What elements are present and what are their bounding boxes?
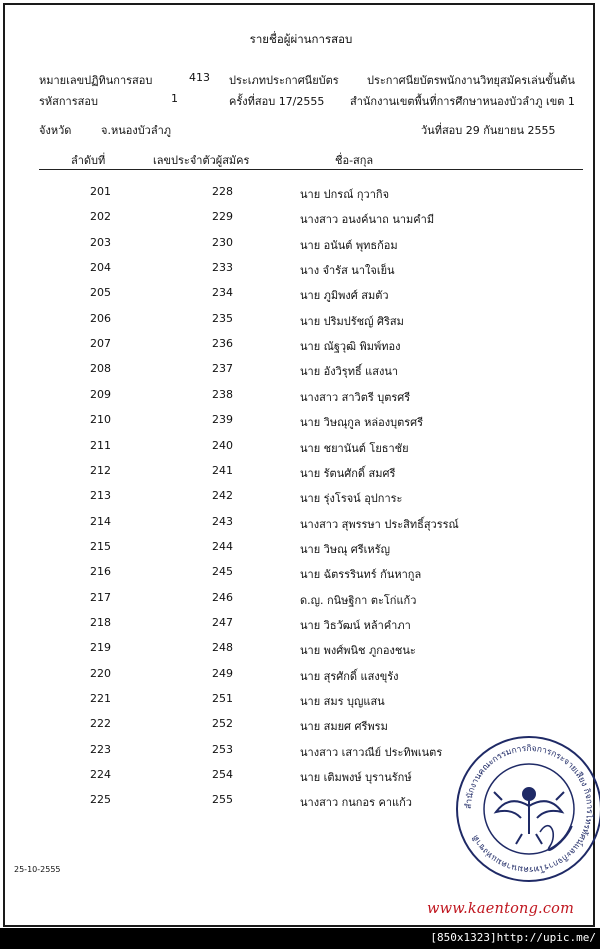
- document-page: [9, 9, 593, 925]
- candidate-name: นาย เติมพงษ์ บุรานรักษ์: [300, 771, 412, 785]
- applicant-number: 248: [212, 641, 233, 655]
- row-number: 201: [90, 185, 111, 198]
- table-row: [9, 362, 593, 382]
- exam-code-label: รหัสการสอบ: [39, 95, 98, 108]
- row-number: 222: [90, 717, 111, 731]
- applicant-number: 237: [212, 362, 233, 376]
- image-info-text: [850x1323]http://upic.me/: [430, 931, 596, 944]
- table-row: [9, 210, 593, 230]
- row-number: 223: [90, 742, 111, 756]
- applicant-number: 251: [212, 692, 233, 705]
- applicant-number: 230: [212, 235, 233, 249]
- applicant-number: 254: [212, 768, 233, 782]
- column-header-no: ลำดับที่: [71, 154, 106, 167]
- row-number: 214: [90, 514, 111, 528]
- certificate-name: ประกาศนียบัตรพนักงานวิทยุสมัครเล่นขั้นต้น: [367, 74, 575, 87]
- page-title: รายชื่อผู้ผ่านการสอบ: [249, 32, 353, 46]
- province-value: จ.หนองบัวลำภู: [101, 124, 172, 137]
- candidate-name: นาย พงศ์พนิช ภูกองชนะ: [300, 644, 416, 658]
- table-row: [9, 464, 593, 484]
- table-row: [9, 540, 593, 560]
- row-number: 205: [90, 286, 111, 300]
- exam-round: ครั้งที่สอบ 17/2555: [229, 95, 325, 108]
- watermark-url: www.kaentong.com: [427, 901, 575, 917]
- table-row: [9, 185, 593, 205]
- row-number: 203: [90, 235, 111, 249]
- signature-stroke: [540, 826, 572, 851]
- candidate-name: นาย วิษณุกูล หล่องบุตรศรี: [300, 416, 424, 430]
- applicant-number: 233: [212, 261, 233, 275]
- candidate-name: นาง จำรัส นาใจเย็น: [300, 264, 395, 278]
- row-number: 208: [90, 362, 111, 376]
- row-number: 218: [90, 615, 111, 629]
- column-header-applicant: เลขประจำตัวผู้สมัคร: [153, 154, 250, 167]
- applicant-number: 252: [212, 717, 233, 731]
- table-row: [9, 439, 593, 459]
- table-row: [9, 312, 593, 332]
- table-row: [9, 667, 593, 687]
- row-number: 220: [90, 666, 111, 680]
- candidate-name: นางสาว เสาวณีย์ ประทิพเนตร: [300, 745, 443, 759]
- candidate-name: นาย ปกรณ์ กุวากิจ: [300, 188, 390, 201]
- candidate-name: นาย รุ่งโรจน์ อุปการะ: [300, 492, 403, 506]
- applicant-number: 255: [212, 793, 233, 807]
- applicant-number: 241: [212, 463, 233, 477]
- table-row: [9, 489, 593, 509]
- row-number: 213: [90, 489, 111, 503]
- row-number: 210: [90, 413, 111, 427]
- row-number: 215: [90, 539, 111, 553]
- exam-number-label: หมายเลขปฏิทินการสอบ: [39, 74, 153, 87]
- row-number: 217: [90, 590, 111, 604]
- row-number: 216: [90, 565, 111, 579]
- candidate-name: นาย ปริมปรัชญ์ ศิริสม: [300, 314, 404, 328]
- image-info-bar: [0, 928, 600, 949]
- province-label: จังหวัด: [39, 124, 72, 137]
- candidate-name: นางสาว กนกอร คาแก้ว: [300, 796, 412, 810]
- row-number: 209: [90, 387, 111, 401]
- candidate-name: นาย ณัฐวุฒิ พิมพ์ทอง: [300, 340, 401, 354]
- candidate-name: นาย วิษณุ ศรีเหรัญ: [300, 542, 390, 556]
- row-number: 207: [90, 337, 111, 351]
- column-header-name: ชื่อ-สกุล: [335, 154, 374, 167]
- header-divider: [39, 169, 583, 170]
- candidate-name: นาย อังวิรุทธิ์ แสงนา: [300, 365, 399, 379]
- table-row: [9, 591, 593, 611]
- table-row: [9, 261, 593, 281]
- applicant-number: 246: [212, 590, 233, 604]
- applicant-number: 236: [212, 337, 233, 351]
- candidate-name: นางสาว อนงค์นาถ นามคำมี: [300, 213, 435, 227]
- document-frame: [3, 3, 595, 927]
- exam-office: สำนักงานเขตพื้นที่การศึกษาหนองบัวลำภู เขต 1: [350, 95, 575, 108]
- candidate-name: นาย สุรศักดิ์ แสงขุรัง: [300, 669, 399, 683]
- candidate-name: นาย สมยศ ศรีพรม: [300, 720, 388, 734]
- exam-number-value: 413: [189, 71, 210, 84]
- row-number: 225: [90, 793, 111, 807]
- table-row: [9, 388, 593, 408]
- certificate-type-label: ประเภทประกาศนียบัตร: [229, 74, 339, 87]
- date-code: 25-10-2555: [14, 865, 61, 874]
- applicant-number: 229: [212, 210, 233, 224]
- row-number: 224: [90, 768, 111, 782]
- applicant-number: 240: [212, 438, 233, 452]
- applicant-number: 249: [212, 666, 233, 680]
- row-number: 219: [90, 641, 111, 655]
- candidate-name: นาย ภูมิพงศ์ สมตัว: [300, 289, 389, 303]
- candidate-name: นาย อนันต์ พุทธก้อม: [300, 238, 398, 252]
- applicant-number: 245: [212, 565, 233, 579]
- candidate-name: นาย ชยานันต์ โยธาชัย: [300, 441, 409, 455]
- row-number: 202: [90, 210, 111, 224]
- applicant-number: 244: [212, 539, 233, 553]
- candidate-name: นาย สมร บุญแสน: [300, 695, 385, 708]
- applicant-number: 235: [212, 311, 233, 325]
- candidate-name: นางสาว สาวิตรี บุตรศรี: [300, 390, 411, 404]
- candidate-name: นาย ฉัตรรรินทร์ กันหากูล: [300, 568, 422, 582]
- table-row: [9, 286, 593, 306]
- exam-code-value: 1: [171, 92, 178, 105]
- row-number: 204: [90, 261, 111, 275]
- applicant-number: 253: [212, 742, 233, 756]
- table-row: [9, 413, 593, 433]
- candidate-name: นางสาว สุพรรษา ประสิทธิ์สุวรรณ์: [300, 517, 459, 531]
- table-row: [9, 616, 593, 636]
- candidate-name: ด.ญ. กนิษฐิกา ตะโก่แก้ว: [300, 593, 417, 607]
- row-number: 206: [90, 311, 111, 325]
- table-row: [9, 692, 593, 712]
- applicant-number: 238: [212, 387, 233, 401]
- applicant-number: 234: [212, 286, 233, 300]
- table-row: [9, 236, 593, 256]
- table-row: [9, 515, 593, 535]
- table-row: [9, 565, 593, 585]
- applicant-number: 239: [212, 413, 233, 427]
- applicant-number: 228: [212, 185, 233, 198]
- row-number: 212: [90, 463, 111, 477]
- exam-date: วันที่สอบ 29 กันยายน 2555: [421, 124, 556, 137]
- table-row: [9, 337, 593, 357]
- candidate-name: นาย วิธวัฒน์ หล้าคำภา: [300, 618, 411, 632]
- candidate-name: นาย รัตนศักดิ์ สมศรี: [300, 466, 396, 480]
- row-number: 221: [90, 692, 111, 705]
- row-number: 211: [90, 438, 111, 452]
- applicant-number: 243: [212, 514, 233, 528]
- svg-text:สำนักงานคณะกรรมการกิจการกระจาย: สำนักงานคณะกรรมการกิจการกระจายเสียง กิจการโทรทัศน์และกิจการโทรคมนาคมแห่งชาติ: [463, 743, 595, 875]
- applicant-number: 242: [212, 489, 233, 503]
- official-seal: [454, 734, 600, 884]
- table-row: [9, 641, 593, 661]
- applicant-number: 247: [212, 615, 233, 629]
